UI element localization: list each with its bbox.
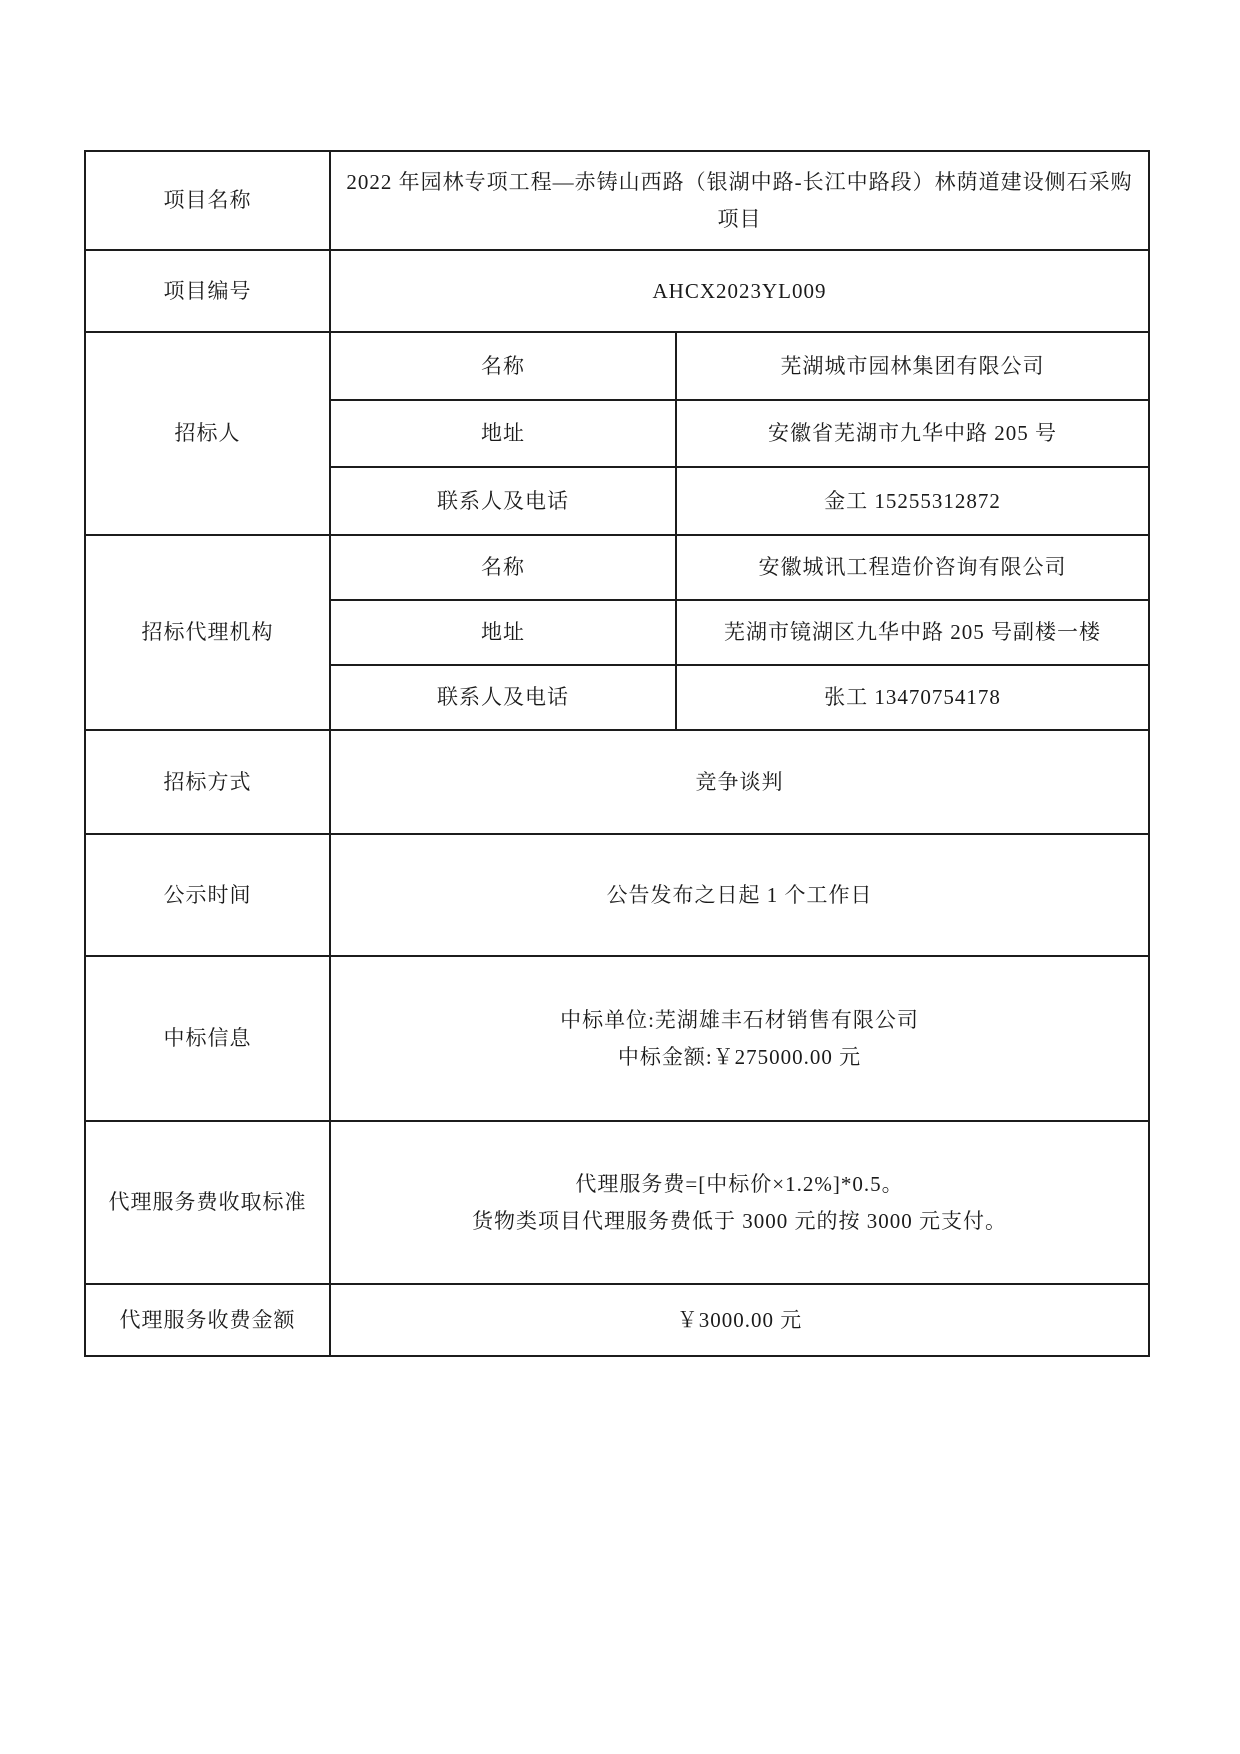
- agency-fee-minimum-line: 货物类项目代理服务费低于 3000 元的按 3000 元支付。: [472, 1208, 1007, 1233]
- publicity-period-label: 公示时间: [85, 834, 330, 956]
- project-name-label: 项目名称: [85, 151, 330, 250]
- procurement-result-table: [84, 150, 1150, 1357]
- award-info-value: [330, 956, 1149, 1121]
- project-name-value: 2022 年园林专项工程—赤铸山西路（银湖中路-长江中路段）林荫道建设侧石采购项目: [330, 151, 1149, 250]
- award-winner-line: 中标单位:芜湖雄丰石材销售有限公司: [560, 1007, 919, 1032]
- agency-fee-standard-value: [330, 1121, 1149, 1284]
- tenderer-label: 招标人: [85, 332, 330, 535]
- tender-method-label: 招标方式: [85, 730, 330, 834]
- agency-fee-amount-value: ￥3000.00 元: [330, 1284, 1149, 1356]
- tenderer-address-value: 安徽省芜湖市九华中路 205 号: [676, 400, 1149, 467]
- publicity-period-value: 公告发布之日起 1 个工作日: [330, 834, 1149, 956]
- award-info-label: 中标信息: [85, 956, 330, 1121]
- agency-name-label: 名称: [330, 535, 676, 600]
- agency-address-value: 芜湖市镜湖区九华中路 205 号副楼一楼: [676, 600, 1149, 665]
- tender-method-value: 竞争谈判: [330, 730, 1149, 834]
- award-amount-line: 中标金额:￥275000.00 元: [617, 1044, 862, 1069]
- project-number-value: AHCX2023YL009: [330, 250, 1149, 332]
- agency-fee-amount-label: 代理服务收费金额: [85, 1284, 330, 1356]
- agency-contact-label: 联系人及电话: [330, 665, 676, 730]
- agency-label: 招标代理机构: [85, 535, 330, 730]
- project-number-label: 项目编号: [85, 250, 330, 332]
- agency-address-label: 地址: [330, 600, 676, 665]
- agency-contact-value: 张工 13470754178: [676, 665, 1149, 730]
- tenderer-contact-label: 联系人及电话: [330, 467, 676, 535]
- agency-name-value: 安徽城讯工程造价咨询有限公司: [676, 535, 1149, 600]
- tenderer-address-label: 地址: [330, 400, 676, 467]
- agency-fee-standard-label: 代理服务费收取标准: [85, 1121, 330, 1284]
- tenderer-name-label: 名称: [330, 332, 676, 400]
- tenderer-contact-value: 金工 15255312872: [676, 467, 1149, 535]
- agency-fee-formula-line: 代理服务费=[中标价×1.2%]*0.5。: [575, 1171, 904, 1196]
- tenderer-name-value: 芜湖城市园林集团有限公司: [676, 332, 1149, 400]
